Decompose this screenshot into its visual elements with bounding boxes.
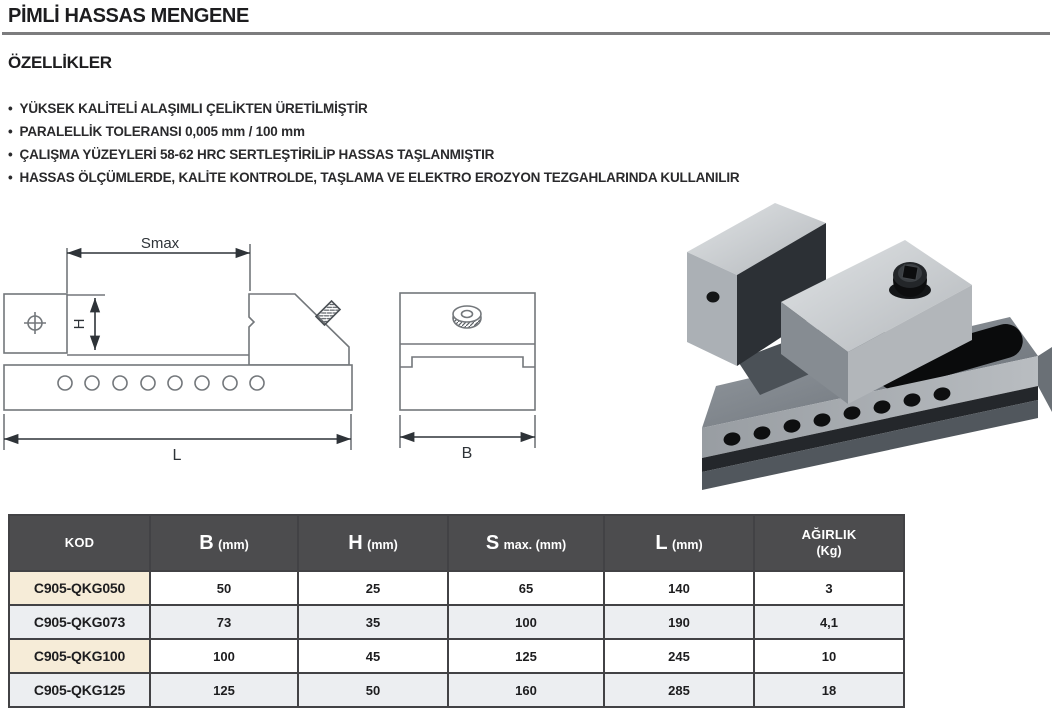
cell-l: 190 — [604, 605, 754, 639]
cell-h: 35 — [298, 605, 448, 639]
col-header-agirlik: AĞIRLIK (Kg) — [754, 515, 904, 571]
spec-table — [8, 514, 905, 708]
cell-b: 50 — [150, 571, 298, 605]
dim-label-h: H — [71, 318, 88, 330]
cell-smax: 160 — [448, 673, 604, 707]
cell-smax: 125 — [448, 639, 604, 673]
cell-kod: C905-QKG125 — [9, 673, 150, 707]
cell-l: 285 — [604, 673, 754, 707]
col-header-kod: KOD — [9, 515, 150, 571]
cell-b: 73 — [150, 605, 298, 639]
cell-l: 140 — [604, 571, 754, 605]
features-list — [8, 97, 739, 189]
table-row — [9, 639, 904, 673]
cell-kod: C905-QKG100 — [9, 639, 150, 673]
table-row — [9, 571, 904, 605]
cell-agirlik: 4,1 — [754, 605, 904, 639]
col-header-b: B (mm) — [150, 515, 298, 571]
cell-h: 25 — [298, 571, 448, 605]
title-divider — [2, 32, 1050, 35]
feature-item: • HASSAS ÖLÇÜMLERDE, KALİTE KONTROLDE, TAŞLAMA VE ELEKTRO EROZYON TEZGAHLARINDA KULLANILIR — [8, 166, 739, 189]
page-title: PİMLİ HASSAS MENGENE — [8, 5, 249, 27]
col-header-smax: S max. (mm) — [448, 515, 604, 571]
table-row — [9, 673, 904, 707]
cell-h: 45 — [298, 639, 448, 673]
dim-label-l: L — [172, 447, 182, 463]
feature-item: • PARALELLİK TOLERANSI 0,005 mm / 100 mm — [8, 120, 739, 143]
feature-item: • ÇALIŞMA YÜZEYLERİ 58-62 HRC SERTLEŞTİRİLİP HASSAS TAŞLANMIŞTIR — [8, 143, 739, 166]
cell-smax: 65 — [448, 571, 604, 605]
cell-agirlik: 10 — [754, 639, 904, 673]
cell-b: 125 — [150, 673, 298, 707]
cell-h: 50 — [298, 673, 448, 707]
cell-kod: C905-QKG050 — [9, 571, 150, 605]
technical-drawing-front-view — [398, 290, 543, 462]
spec-table-header-row — [9, 515, 904, 571]
dim-label-b: B — [461, 445, 473, 462]
cell-b: 100 — [150, 639, 298, 673]
col-header-l: L (mm) — [604, 515, 754, 571]
product-photo — [640, 190, 1052, 490]
table-row — [9, 605, 904, 639]
dim-label-smax: Smax — [140, 235, 180, 252]
cell-kod: C905-QKG073 — [9, 605, 150, 639]
cell-l: 245 — [604, 639, 754, 673]
col-header-h: H (mm) — [298, 515, 448, 571]
technical-drawing-side-view — [3, 218, 355, 463]
cell-agirlik: 3 — [754, 571, 904, 605]
cell-agirlik: 18 — [754, 673, 904, 707]
feature-item: • YÜKSEK KALİTELİ ALAŞIMLI ÇELİKTEN ÜRETİLMİŞTİR — [8, 97, 739, 120]
cell-smax: 100 — [448, 605, 604, 639]
features-heading: ÖZELLİKLER — [8, 53, 112, 72]
